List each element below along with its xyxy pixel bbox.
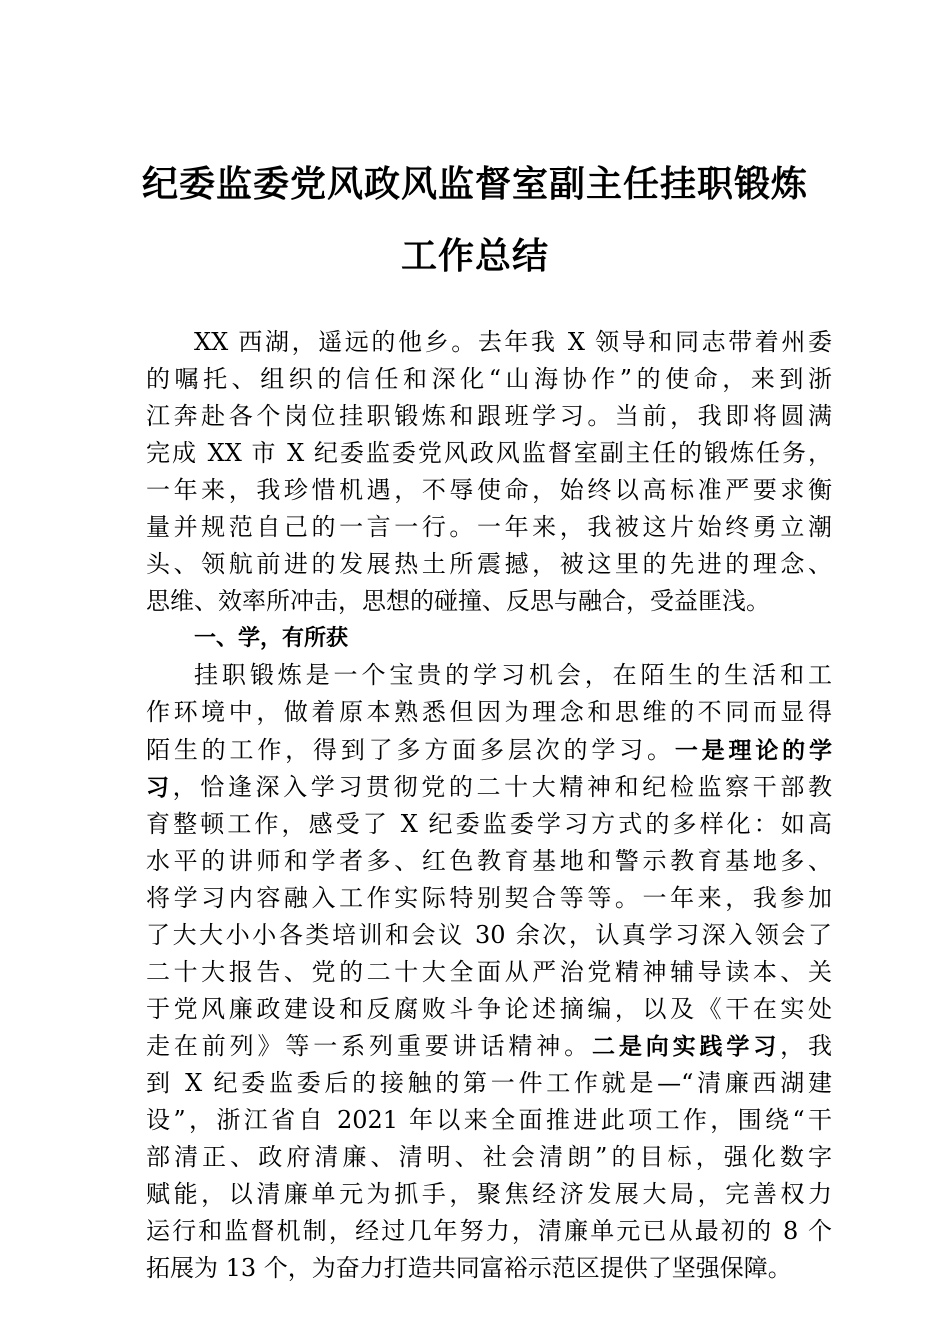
- paragraph-line: 二十大报告、党的二十大全面从严治党精神辅导读本、关: [146, 957, 832, 986]
- document-title-line-2: 工作总结: [400, 235, 549, 277]
- paragraph-text: ，恰逢深入学习贯彻党的二十大精神和纪检监察干部教: [172, 772, 832, 801]
- paragraph-text: ，我: [780, 1031, 832, 1060]
- paragraph-line: 了大大小小各类培训和会议 30 余次，认真学习深入领会了: [146, 920, 832, 949]
- intro-line: 一年来，我珍惜机遇，不辱使命，始终以高标准严要求衡: [146, 476, 832, 505]
- intro-line: 思维、效率所冲击，思想的碰撞、反思与融合，受益匪浅。: [146, 587, 770, 616]
- paragraph-line: 部清正、政府清廉、清明、社会清朗”的目标，强化数字: [146, 1143, 832, 1172]
- bold-emphasis: 二是向实践学习: [592, 1033, 781, 1060]
- bold-emphasis: 一是理论的学: [674, 737, 832, 764]
- intro-line: 江奔赴各个岗位挂职锻炼和跟班学习。当前，我即将圆满: [146, 402, 832, 431]
- intro-line: 量并规范自己的一言一行。一年来，我被这片始终勇立潮: [146, 513, 832, 542]
- paragraph-line: 运行和监督机制，经过几年努力，清廉单元已从最初的 8 个: [146, 1217, 832, 1246]
- paragraph-line: 作环境中，做着原本熟悉但因为理念和思维的不同而显得: [146, 698, 832, 727]
- paragraph-line: [146, 732, 832, 769]
- paragraph-line: 水平的讲师和学者多、红色教育基地和警示教育基地多、: [146, 846, 832, 875]
- paragraph-line: [146, 1028, 832, 1065]
- paragraph-line: 拓展为 13 个，为奋力打造共同富裕示范区提供了坚强保障。: [146, 1254, 792, 1283]
- paragraph-line: 育整顿工作，感受了 X 纪委监委学习方式的多样化：如高: [146, 809, 832, 838]
- paragraph-line: 挂职锻炼是一个宝贵的学习机会，在陌生的生活和工: [194, 661, 832, 690]
- intro-line: 完成 XX 市 X 纪委监委党风政风监督室副主任的锻炼任务，: [146, 439, 832, 468]
- paragraph-text: 陌生的工作，得到了多方面多层次的学习。: [146, 735, 675, 764]
- paragraph-line: 赋能，以清廉单元为抓手，聚焦经济发展大局，完善权力: [146, 1180, 832, 1209]
- paragraph-line: 设”，浙江省自 2021 年以来全面推进此项工作，围绕“干: [146, 1105, 832, 1134]
- paragraph-line: 将学习内容融入工作实际特别契合等等。一年来，我参加: [146, 883, 832, 912]
- intro-line: 头、领航前进的发展热土所震撼，被这里的先进的理念、: [146, 550, 832, 579]
- document-title-line-1: 纪委监委党风政风监督室副主任挂职锻炼: [141, 163, 808, 205]
- section-heading: 一、学，有所获: [194, 626, 349, 652]
- paragraph-text: 走在前列》等一系列重要讲话精神。: [146, 1031, 592, 1060]
- document-body: [146, 324, 832, 1287]
- intro-line: XX 西湖，遥远的他乡。去年我 X 领导和同志带着州委: [194, 328, 832, 356]
- paragraph-line: 到 X 纪委监委后的接触的第一件工作就是—“清廉西湖建: [146, 1068, 832, 1097]
- paragraph-line: [146, 769, 832, 806]
- paragraph-line: 于党风廉政建设和反腐败斗争论述摘编，以及《干在实处: [146, 994, 832, 1023]
- intro-line: 的嘱托、组织的信任和深化“山海协作”的使命，来到浙: [146, 365, 832, 394]
- bold-emphasis: 习: [146, 774, 173, 801]
